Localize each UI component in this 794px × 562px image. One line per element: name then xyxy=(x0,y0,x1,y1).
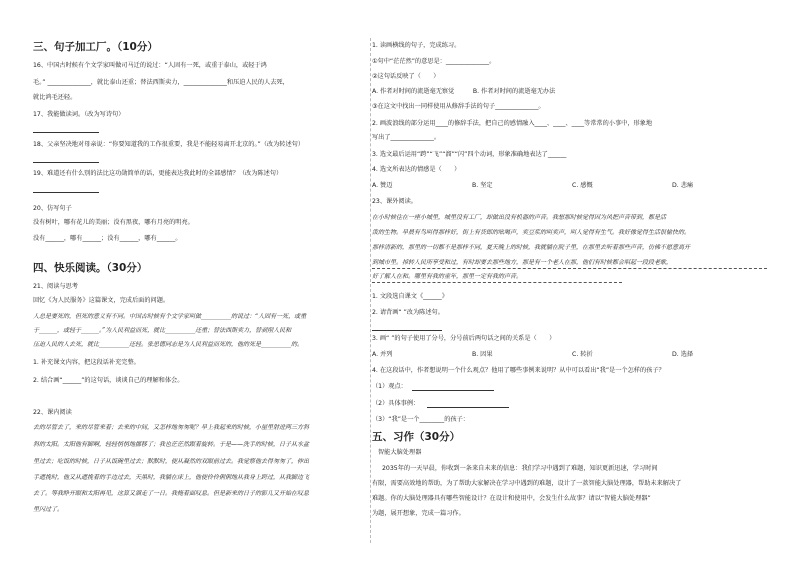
q23-passage-line2: 泼的生物。早晨有鸟叫得那样好，街上有货郎的吆喝声，卖豆浆的叫卖声，叫人觉得有生气。我好像觉得生活很愉快的。 xyxy=(372,229,691,236)
r-q2-line1[interactable]: 2. 画波浪线的部分运用____的修辞手法，把自己的感情融入____、____、____等常常的小事中，形象地 xyxy=(372,120,653,127)
section5-title: 五、习作（30分） xyxy=(372,431,461,443)
r-q1-options[interactable]: A. 作者对时间的流逝毫无察觉 B. 作者对时间的流逝毫无办法 xyxy=(372,88,556,95)
r-q4-option-c[interactable]: C. 感慨 xyxy=(572,182,593,189)
q22-title: 22、课内阅读 xyxy=(33,409,72,416)
writing-prompt-line3: 难题。你的大脑处理器具有哪些智能设计？在设计和使用中，会发生什么故事？请以“智能大脑处理器” xyxy=(372,495,651,502)
q23-question2: 2. 请背画“ ”改为陈述句。 xyxy=(372,309,444,316)
r-q4: 4. 选文所表达的情感是（ ） xyxy=(372,166,461,173)
writing-title: 智能大脑处理器 xyxy=(378,449,422,456)
q23-q4-viewpoint: （1）观点： xyxy=(372,383,407,390)
q19: 19、难道还有什么别的法比这功勋简单的话，更能表达我此时的全部感情？（改为陈述句） xyxy=(33,170,283,177)
r-q1-part2: ②这句话反映了（ ） xyxy=(372,73,440,80)
r-q1: 1. 读画横线的句子，完成练习。 xyxy=(372,42,461,49)
q23-question3: 3. 画“ ”的句子使用了分号，分号前后两句话之间的关系是（ ） xyxy=(372,335,556,342)
q23-question1[interactable]: 1. 文段选自课文《______》 xyxy=(372,293,448,300)
q20-blanks[interactable]: 没有______，哪有______；没有______，哪有______。 xyxy=(33,235,182,242)
q23-passage-line5: 好了解人在和。哪里有我的童年，那里一定有我的声音。 xyxy=(372,273,523,280)
q22-passage-line2: 斜的太阳。太阳他有脚啊，轻轻悄悄地挪移了；我也茫茫然跟着旋转。于是——洗手的时候，日子从水盆 xyxy=(33,441,310,448)
q23-q3-option-c[interactable]: C. 转折 xyxy=(572,351,593,358)
r-q1-part1[interactable]: ①句中“茫茫然”的意思是：______________。 xyxy=(372,58,496,65)
writing-prompt-line4: 为题，展开想象，完成一篇习作。 xyxy=(372,510,465,517)
q21-title: 21、阅读与思考 xyxy=(33,283,78,290)
r-q4-option-b[interactable]: B. 坚定 xyxy=(472,182,493,189)
q19-answer-line[interactable] xyxy=(33,192,99,193)
q23-title: 23、课外阅读。 xyxy=(372,198,417,205)
q23-passage-line1: 在小时候住在一座小城里，城里没有工厂，却做出没有机器的声音。我想那时候觉得因为风把声音带到，都是活 xyxy=(372,214,667,221)
q23-q4-examples-line[interactable] xyxy=(427,407,509,408)
q21-passage-line1: 人总是要死的，但死的意义有不同。中国古时候有个文学家叫做__________的说过：“人固有一死，或重 xyxy=(33,313,307,320)
q18: 18、父亲坚决地对母亲说：“你要知道我的工作很重要，我是不能轻易离开北京的。”（改为转述句） xyxy=(33,141,305,148)
q23-underline-short xyxy=(372,282,622,283)
q22-passage-line1: 去的尽管去了，来的尽管来着；去来的中间，又怎样地匆匆呢？早上我起来的时候，小屋里射进两三方斜 xyxy=(33,424,310,431)
q23-underline xyxy=(372,268,767,269)
q21-passage-line2: 于______，或轻于______。”为人民利益而死，就比__________还重；替法西斯卖力，替剥削人民和 xyxy=(33,327,292,334)
q23-passage-line4: 到城市里。掉转人民所享受和过，有时却要去那些地方，那是有一个老人在那，他们有时候都会唱起一段段老歌， xyxy=(372,259,673,266)
r-q4-option-a[interactable]: A. 赞迈 xyxy=(372,182,393,189)
r-q4-option-d[interactable]: D. 悲痛 xyxy=(672,182,694,189)
writing-prompt-line1: 2035年的一天早晨，你收到一条来自未来的信息：我们学习中遇到了难题，知识更新迅速，学习时间 xyxy=(382,465,658,472)
section4-title: 四、快乐阅读。（30分） xyxy=(33,262,148,274)
q20-title: 20、仿写句子 xyxy=(33,205,72,212)
q17-answer-line[interactable] xyxy=(33,132,99,133)
q18-answer-line[interactable] xyxy=(33,162,99,163)
q23-q3-option-b[interactable]: B. 因果 xyxy=(472,351,493,358)
q23-q4-child[interactable]: （3）“我”是一个________的孩子： xyxy=(372,416,469,423)
q21-question2: 2. 结合画“______”的这句话，谈谈自己的理解和体会。 xyxy=(33,377,184,384)
q23-passage-line3: 那样清新的，那里的一切都不是那样不同，夏天晚上的时候，我就躺在院子里，在那里去听着那些声音，仿佛不愿意离开 xyxy=(372,244,691,251)
q21-passage-line3: 压迫人民的人去死，就比__________还轻。张思德同志是为人民利益而死的，他的死是__________的。 xyxy=(33,341,304,348)
q16-line2: 毛。” ______________，就比泰山还重；替法西斯卖力，______________和压迫人民的人去死， xyxy=(33,79,289,86)
q23-q4-viewpoint-line[interactable] xyxy=(412,390,494,391)
q16-line3: 就比鸿毛还轻。 xyxy=(33,94,77,101)
q23-q3-option-d[interactable]: D. 选择 xyxy=(672,351,694,358)
column-divider xyxy=(370,38,371,543)
writing-prompt-line2: 有限，需要高效地的帮助，为了帮助大家解决在学习中遇到的难题，设计了一款智能大脑处理器，帮助未来解决了 xyxy=(372,480,682,487)
section3-title: 三、句子加工厂。（10分） xyxy=(33,41,158,53)
q23-q3-option-a[interactable]: A. 并列 xyxy=(372,351,393,358)
q23-q2-answer-line[interactable] xyxy=(372,330,442,331)
q23-q4-examples: （2）具体事例： xyxy=(372,400,420,407)
q20-example: 没有树叶，哪有花儿的美丽；没有黑夜，哪有月亮的明亮。 xyxy=(33,219,194,226)
r-q1-part3[interactable]: ③在这文中找出一同样使用从修辞手法的句子______________。 xyxy=(372,103,545,110)
q17: 17、我能做读词。（改为写诗句） xyxy=(33,111,125,118)
q22-passage-line6: 里闪过了。 xyxy=(33,506,64,513)
q23-question4: 4. 在这段话中，作者想说明一个什么观点？他用了哪些事例来说明？从中可以看出“我”是一个怎样的孩子？ xyxy=(372,367,665,374)
q22-passage-line3: 里过去；吃饭的时候，日子从饭碗里过去；默默时，便从凝然的双眼前过去。我觉察他去得匆匆了，伸出 xyxy=(33,458,310,465)
q22-passage-line5: 去了。等我睁开眼和太阳再见，这算又溜走了一日。我掩着面叹息。但是新来的日子的影儿又开始在叹息 xyxy=(33,490,310,497)
r-q2-line2[interactable]: 写出了______________。 xyxy=(372,134,441,141)
q21-intro: 回忆《为人民服务》这篇课文，完成后面的问题。 xyxy=(33,297,170,304)
q22-passage-line4: 手遮挽时，他又从遮挽着的手边过去，天黑时，我躺在床上，他便伶伶俐俐地从我身上跨过，从我脚边飞 xyxy=(33,474,310,481)
q16-line1: 16、中国古时候有个文学家叫做司马迁的说过：“人固有一死，或重于泰山，或轻于鸿 xyxy=(33,62,267,69)
q21-question1: 1. 补充课文内容，把这段话补充完整。 xyxy=(33,359,140,366)
r-q3[interactable]: 3. 选文最后运用“跨”“飞”“溜”“闪”四个动词，形象准确地表达了______ xyxy=(372,151,567,158)
